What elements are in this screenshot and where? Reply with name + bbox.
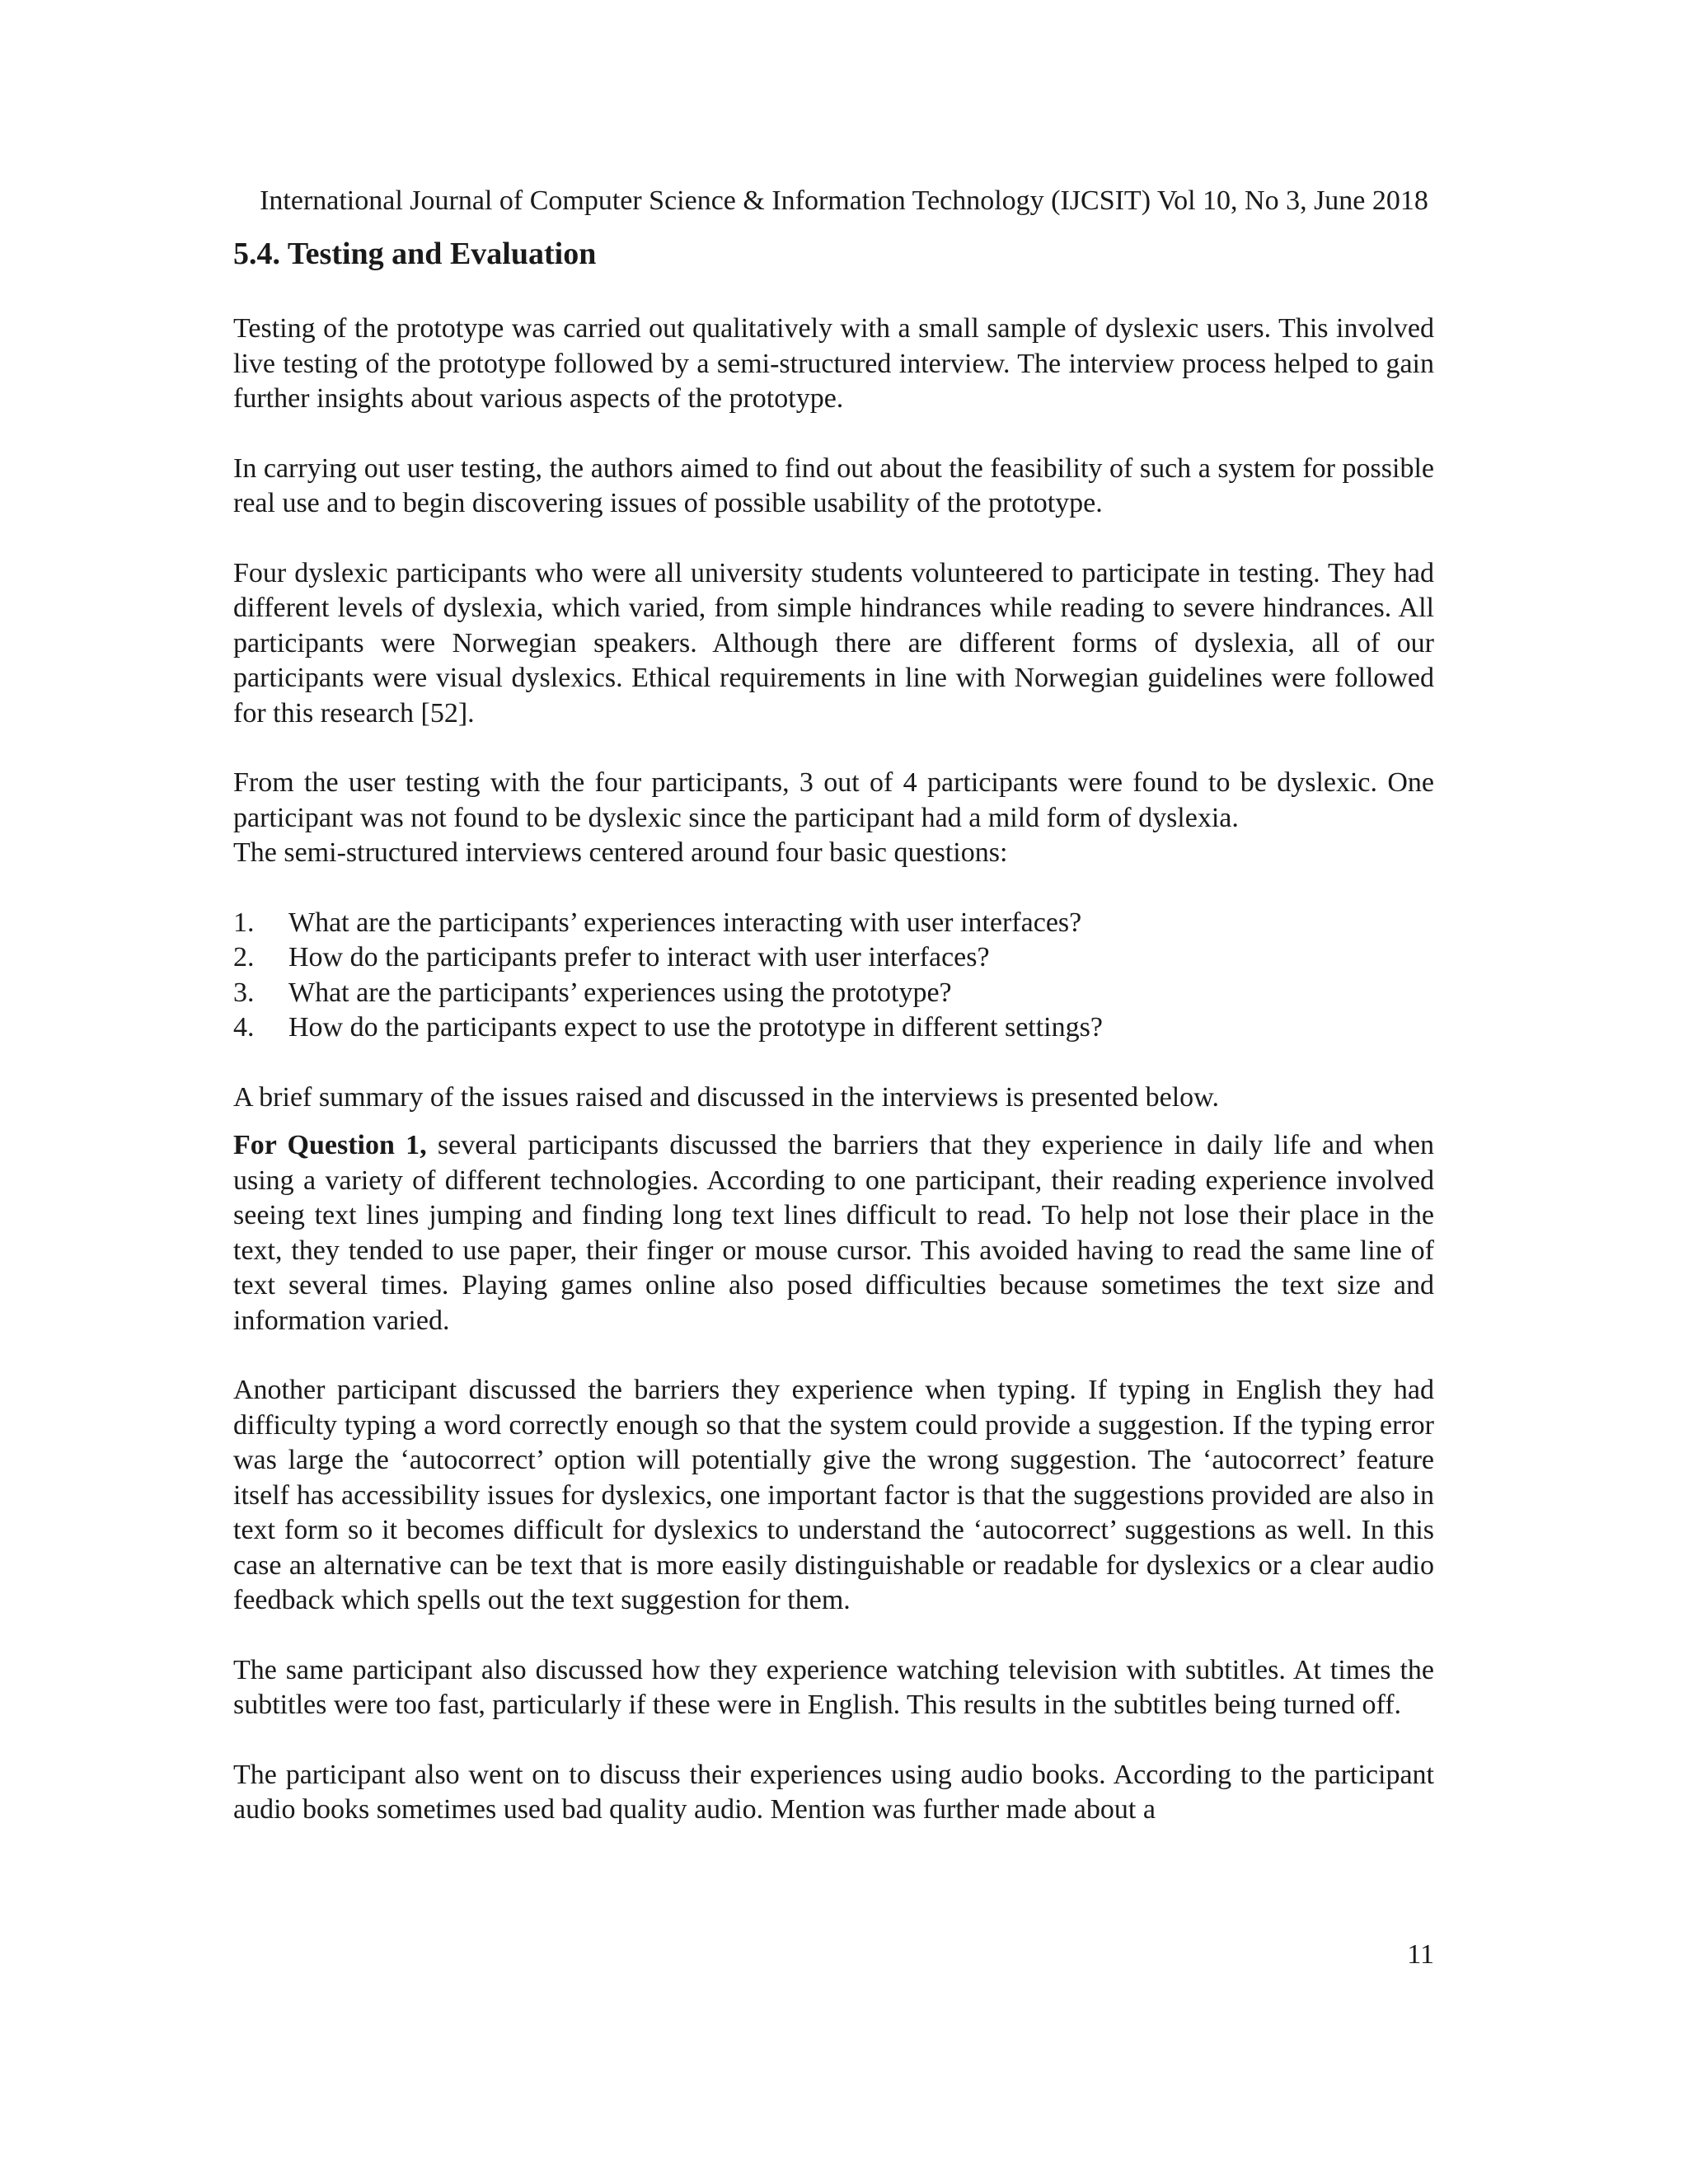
question-1-text: several participants discussed the barriers that they experience in daily life and when using a variety of different technologies. According to one participant, their reading experience involved seeing text lines jumping and finding long text lines difficult to read. To help not lose their place in the text, they tended to use paper, their finger or mouse cursor. This avoided having to read the same line of text several times. Playing games online also posed difficulties because sometimes the text size and information varied. bbox=[233, 1130, 1434, 1336]
question-text: How do the participants expect to use the prototype in different settings? bbox=[288, 1012, 1103, 1043]
paragraph-subtitles: The same participant also discussed how they experience watching television with subtitles. At times the subtitles were too fast, particularly if these were in English. This results in the subtitles being turned off. bbox=[233, 1654, 1434, 1720]
list-item bbox=[233, 1010, 1434, 1046]
section-heading: 5.4. Testing and Evaluation bbox=[233, 237, 597, 271]
paragraph-participants: Four dyslexic participants who were all university students volunteered to participate in testing. They had different levels of dyslexia, which varied, from simple hindrances while reading to severe hindrances. All participants were Norwegian speakers. Although there are different forms of dyslexia, all of our participants were visual dyslexics. Ethical requirements in line with Norwegian guidelines were followed for this research [52]. bbox=[233, 557, 1434, 729]
page-body bbox=[233, 231, 1434, 1863]
question-1-lead: For Question 1, bbox=[233, 1130, 427, 1160]
paragraph-summary: A brief summary of the issues raised and discussed in the interviews is presented below. bbox=[233, 1081, 1220, 1113]
list-item bbox=[233, 976, 1434, 1011]
question-number: 4. bbox=[233, 1012, 255, 1043]
paragraph-testing-overview: Testing of the prototype was carried out qualitatively with a small sample of dyslexic users. This involved live testing of the prototype followed by a semi-structured interview. The interview process helped to gain further insights about various aspects of the prototype. bbox=[233, 313, 1434, 414]
list-item bbox=[233, 906, 1434, 941]
paragraph-interview-intro: The semi-structured interviews centered around four basic questions: bbox=[233, 837, 1008, 868]
paragraph-audio-books: The participant also went on to discuss their experiences using audio books. According to the participant audio books sometimes used bad quality audio. Mention was further made about a bbox=[233, 1759, 1434, 1825]
paragraph-typing-barriers: Another participant discussed the barriers they experience when typing. If typing in English they had difficulty typing a word correctly enough so that the system could provide a suggestion. If the typing error was large the ‘autocorrect’ option will potentially give the wrong suggestion. The ‘autocorrect’ feature itself has accessibility issues for dyslexics, one important factor is that the suggestions provided are also in text form so it becomes difficult for dyslexics to understand the ‘autocorrect’ suggestions as well. In this case an alternative can be text that is more easily distinguishable or readable for dyslexics or a clear audio feedback which spells out the text suggestion for them. bbox=[233, 1375, 1434, 1615]
question-text: What are the participants’ experiences using the prototype? bbox=[288, 977, 952, 1008]
paragraph-user-testing-aims: In carrying out user testing, the authors aimed to find out about the feasibility of such a system for possible real use and to begin discovering issues of possible usability of the prototype. bbox=[233, 452, 1434, 518]
question-number: 2. bbox=[233, 942, 255, 972]
question-number: 1. bbox=[233, 907, 255, 938]
list-item bbox=[233, 940, 1434, 976]
question-text: How do the participants prefer to interact with user interfaces? bbox=[288, 942, 990, 972]
paragraph-test-results: From the user testing with the four participants, 3 out of 4 participants were found to be dyslexic. One participant was not found to be dyslexic since the participant had a mild form of dyslexia. bbox=[233, 767, 1434, 833]
interview-question-list bbox=[233, 906, 1434, 1046]
page-number: 11 bbox=[1407, 1939, 1434, 1970]
paragraph-question-1 bbox=[233, 1128, 1434, 1338]
running-header: International Journal of Computer Science & Information Technology (IJCSIT) Vol 10, No 3, June 2018 bbox=[260, 185, 1428, 216]
question-text: What are the participants’ experiences interacting with user interfaces? bbox=[288, 907, 1082, 938]
question-number: 3. bbox=[233, 977, 255, 1008]
